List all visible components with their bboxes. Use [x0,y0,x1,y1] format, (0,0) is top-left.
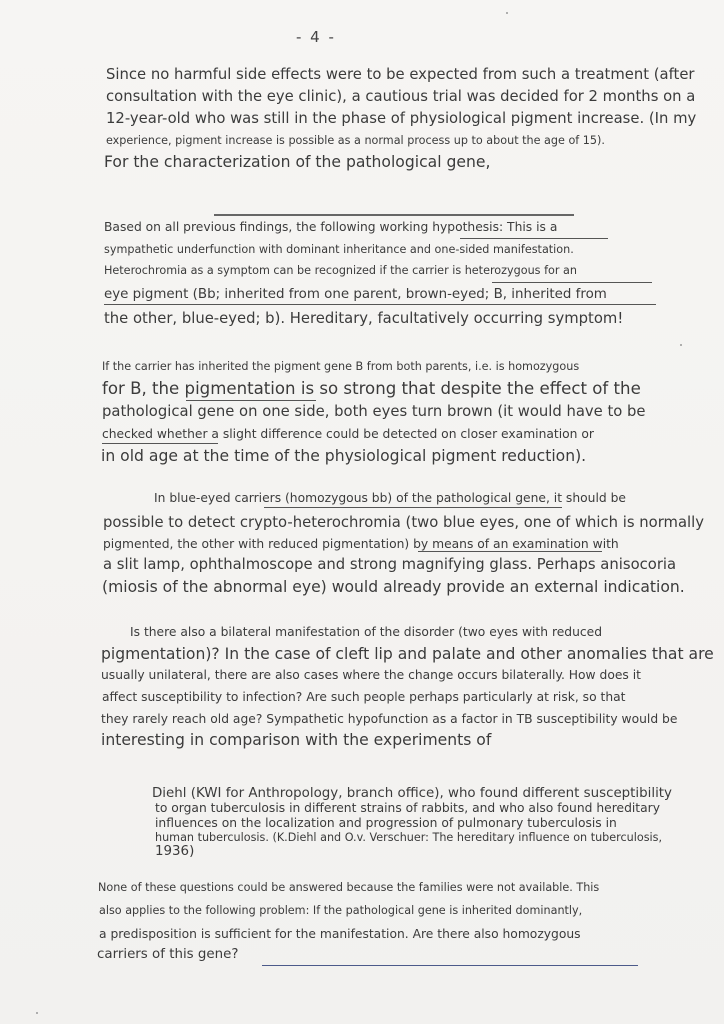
text-line: sympathetic underfunction with dominant inheritance and one-sided manifestation. [104,243,574,256]
text-line: pathological gene on one side, both eyes turn brown (it would have to be [102,403,646,420]
text-line: a slit lamp, ophthalmoscope and strong magnifying glass. Perhaps anisocoria [103,556,677,573]
text-line: in old age at the time of the physiological pigment reduction). [101,447,587,465]
citation-line: Diehl (KWI for Anthropology, branch office), who found different susceptibility [152,786,672,801]
text-line: a predisposition is sufficient for the manifestation. Are there also homozygous [99,927,581,941]
underline [492,282,652,283]
citation-line: influences on the localization and progression of pulmonary tuberculosis in [155,816,617,830]
underline [104,304,656,305]
text-line: the other, blue-eyed; b). Hereditary, facultatively occurring symptom! [104,310,624,327]
text-line: None of these questions could be answered because the families were not available. This [98,881,600,894]
text-line: pigmentation)? In the case of cleft lip and palate and other anomalies that are [101,645,714,663]
text-line: carriers of this gene? [97,947,239,962]
text-line: pigmented, the other with reduced pigmentation) by means of an examination with [103,537,619,551]
citation-line: 1936) [155,844,195,859]
text-line: interesting in comparison with the experiments of [101,731,492,749]
underline [186,400,316,401]
underline [102,443,218,444]
text-line: Based on all previous findings, the following working hypothesis: This is a [104,220,558,234]
text-line: they rarely reach old age? Sympathetic hypofunction as a factor in TB susceptibility would be [101,712,678,726]
scan-speck [506,12,508,14]
text-line: For the characterization of the pathological gene, [104,153,491,171]
text-line: affect susceptibility to infection? Are such people perhaps particularly at risk, so that [102,690,626,704]
page-number: - 4 - [296,28,336,46]
underline [214,214,574,216]
text-line: possible to detect crypto-heterochromia (two blue eyes, one of which is normally [103,514,704,531]
citation-line: to organ tuberculosis in different strains of rabbits, and who also found hereditary [155,801,660,815]
citation-line: human tuberculosis. (K.Diehl and O.v. Verschuer: The hereditary influence on tuberculosis, [155,831,663,844]
text-line: for B, the pigmentation is so strong that despite the effect of the [102,379,641,398]
text-line: Heterochromia as a symptom can be recognized if the carrier is heterozygous for an [104,264,577,277]
text-line: consultation with the eye clinic), a cautious trial was decided for 2 months on a [106,88,696,105]
text-line: (miosis of the abnormal eye) would already provide an external indication. [102,578,685,596]
text-line: Is there also a bilateral manifestation of the disorder (two eyes with reduced [130,625,603,639]
text-line: also applies to the following problem: If the pathological gene is inherited dominantly, [99,904,583,917]
text-line: experience, pigment increase is possible as a normal process up to about the age of 15). [106,134,605,147]
scan-speck [680,344,682,346]
text-line: If the carrier has inherited the pigment gene B from both parents, i.e. is homozygous [102,360,580,373]
text-line: Since no harmful side effects were to be expected from such a treatment (after [106,66,695,83]
scan-speck [36,1012,38,1014]
text-line: eye pigment (Bb; inherited from one parent, brown-eyed; B, inherited from [104,287,607,302]
text-line: checked whether a slight difference could be detected on closer examination or [102,427,594,441]
text-line: usually unilateral, there are also cases where the change occurs bilaterally. How does it [101,668,641,682]
underline [264,507,562,508]
text-line: In blue-eyed carriers (homozygous bb) of the pathological gene, it should be [154,491,626,505]
underline [418,551,602,552]
underline [460,238,608,239]
blank-answer-line [262,965,638,966]
text-line: 12-year-old who was still in the phase of physiological pigment increase. (In my [106,110,697,127]
